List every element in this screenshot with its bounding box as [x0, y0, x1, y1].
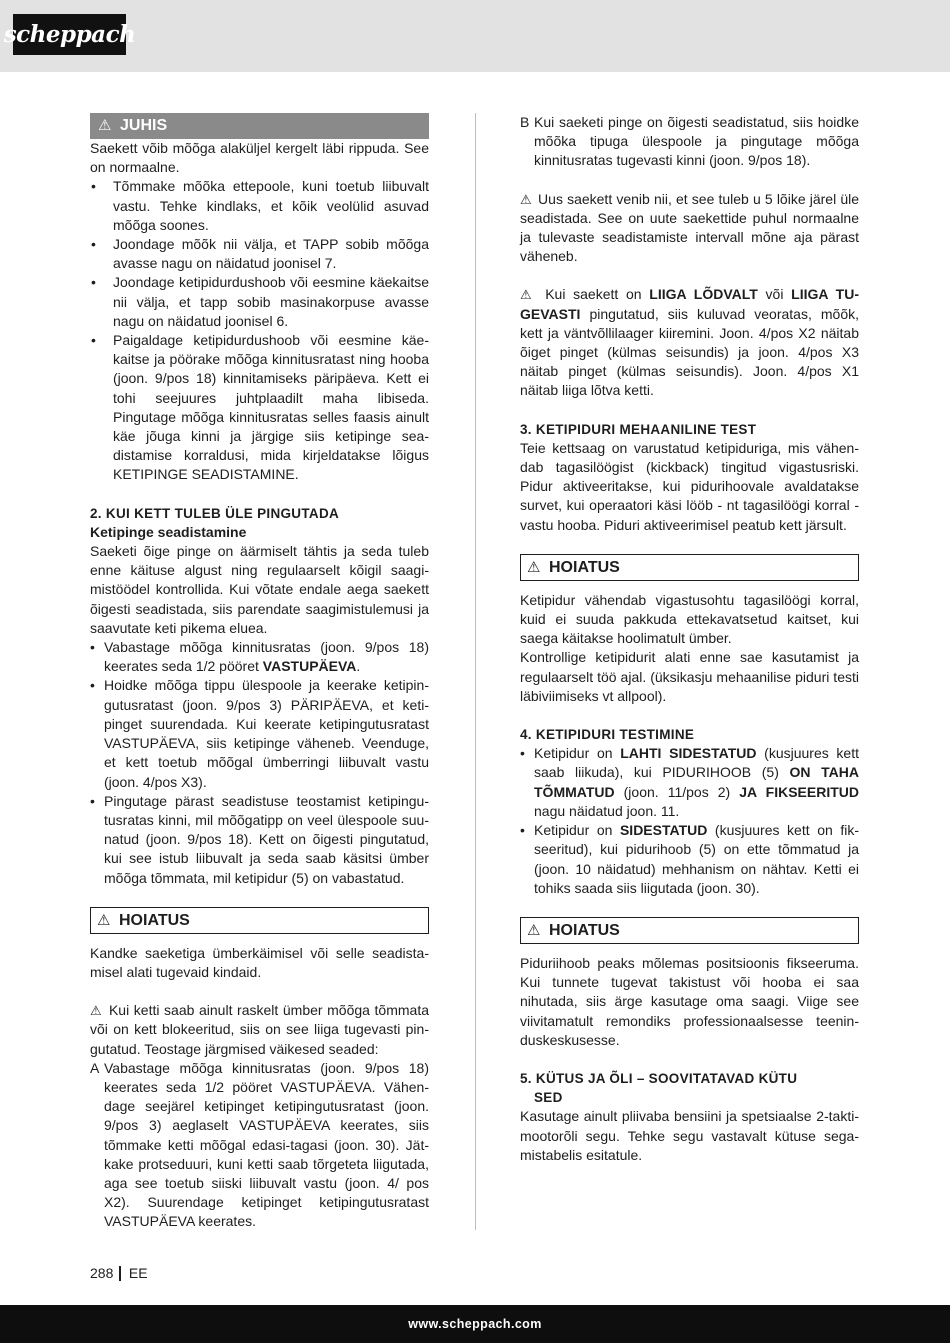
new-chain-paragraph [520, 190, 859, 267]
step-b [520, 113, 859, 171]
hoiatus-title: HOIATUS [549, 921, 620, 939]
juhis-box [90, 113, 429, 139]
section-4-list [520, 744, 859, 898]
hoiatus-title: HOIATUS [549, 558, 620, 576]
section-2-list [90, 638, 429, 888]
warning-triangle-icon: ⚠ [97, 911, 111, 929]
step-letter: B [520, 114, 530, 130]
section-2-subheading: Ketipinge seadistamine [90, 523, 247, 540]
list-item-bold: JA FIKSEERITUD [739, 783, 859, 800]
list-item: • Joondage ketipidurdushoob või eesmine käekaitse nii välja, et tapp sobib masinakorpuse avasse nagu on näidatud joonisel 6. [90, 273, 429, 331]
tension-paragraph [520, 285, 859, 400]
list-item-text: (kusjuures kett saab liikuda), kui PIDURIHOOB (5) [534, 745, 859, 781]
juhis-list [90, 177, 429, 484]
list-item-bold: ON TAHA TÕMMATUD [534, 764, 860, 800]
list-item-text: (kusjuures kett on fikseeritud), kui pidurihoob (5) on ette tõmmatud ja (joon. 10 näidatud) mehhanism on nähtav. Ketti ei tohiks saada siis liigutada (joon. 30). [534, 822, 859, 896]
hoiatus-2-text-2: Kontrollige ketipidurit alati enne sae kasutamist ja regulaarselt töö ajal. (üksikasju mehaanilise piduri testi läbiviimiseks vt allpool). [520, 649, 859, 704]
hoiatus-2-text-1: Ketipidur vähendab vigastusohtu tagasilöögi korral, kuid ei suuda pakkuda ettekavatsetud kaitset, kui saega käitakse hoolimatult ümber. [520, 591, 859, 647]
list-item-text: Ketipidur on [534, 822, 620, 839]
page-number: 288 [90, 1265, 114, 1281]
warning-text: Kui ketti saab ainult raskelt ümber mõõga tõmmata või on kett blokeeritud, siis on see liiga tugevasti pingutatud. Teostage järgmised väikesed seaded: [90, 1002, 430, 1057]
warning-paragraph [90, 1001, 429, 1059]
hoiatus-box-3 [520, 917, 859, 944]
tension-text-mid: või [757, 286, 792, 303]
page-header [0, 0, 950, 72]
language-code: EE [128, 1265, 148, 1281]
warning-triangle-icon: ⚠ [98, 117, 112, 135]
list-item-text: Ketipidur on [534, 745, 621, 762]
step-a-text: Vabastage mõõga kinnitusratas (joon. 9/pos 18) keerates seda 1/2 pööret VASTUPÄEVA. Vähendage seejärel ketipinget ketipingutusratast (joon. 9/pos 3) aeglaselt VASTUPÄEVA keerates, siis tõmmake ketti mõõgal edasi-tagasi (joon. 30). Jätkake protseduuri, kuni ketti saab tõrgeteta liigutada, aga see toetub siiski liibuvalt vastu (joon. 4/ pos X2). Suurendage ketipinget ketipingutusratast VASTUPÄEVA keerates. [104, 1059, 429, 1230]
website-link[interactable]: www.scheppach.com [408, 1317, 542, 1331]
warning-triangle-icon: ⚠ [520, 191, 532, 207]
step-b-text: Kui saeketi pinge on õigesti seadistatud, siis hoidke mõõka tipuga ülespoole ja pingutage mõõga kinnitusratas tugevasti kinni (joon. 9/pos 18). [534, 114, 859, 169]
list-item [520, 821, 859, 898]
section-2-heading: 2. KUI KETT TULEB ÜLE PINGUTADA [90, 505, 340, 521]
tension-text-post: pingutatud, siis kuluvad veoratas, mõõk, kett ja väntvõllilaager kiiremini. Joon. 4/pos X2 näitab õiget pinget (külmas seisundis) ja joon. 4/pos X3 näitab pinget (külmas seisundis). Joon. 4/pos X1 näitab liiga lõtva ketti. [520, 305, 859, 399]
tension-text-pre: Kui saekett on [545, 286, 650, 303]
warning-triangle-icon: ⚠ [520, 287, 536, 303]
hoiatus-box-2 [520, 554, 859, 581]
hoiatus-1-text: Kandke saeketiga ümberkäimisel või selle seadistamisel alati tugevaid kindaid. [90, 944, 429, 980]
section-3-heading: 3. KETIPIDURI MEHAANILINE TEST [520, 421, 757, 437]
juhis-intro: Saekett võib mõõga alaküljel kergelt läbi rippuda. See on normaalne. [90, 140, 429, 176]
warning-triangle-icon: ⚠ [90, 1003, 103, 1019]
section-3-text: Teie kettsaag on varustatud ketipiduriga, mis vähendab tagasilöögist (kickback) tingitud vigastusriski. Pidur aktiveeritakse, kui pidurihoovale avaldatakse survet, kui operaatori käsi lööb - nt tagasilöögi korral - vastu hooba. Piduri aktiveerimisel peatub kett järsult. [520, 439, 859, 533]
new-chain-text: Uus saekett venib nii, et see tuleb u 5 lõike järel üle seadistada. See on uute saekettide puhul normaalne ja tulevaste seadistamiste intervall mõne aja pärast väheneb. [520, 190, 860, 265]
list-item-bold: LAHTI SIDESTATUD [620, 745, 757, 762]
list-item-bold: VASTUPÄEVA [262, 658, 357, 675]
list-item-text: nagu näidatud joon. 11. [534, 802, 680, 819]
list-item-text: Vabastage mõõga kinnitusratas (joon. 9/pos 18) keerates seda 1/2 pööret [104, 639, 429, 675]
section-5-heading-line-1: 5. KÜTUS JA ÕLI – SOOVITATAVAD KÜTU [520, 1070, 798, 1086]
list-item: • Paigaldage ketipidurdushoob või eesmine käekaitse ja pöörake mõõga kinnitusratast ning hooba (joon. 9/pos 18) kinnitamiseks päripäeva. Kett ei tohi seejuures juhtplaadilt maha libiseda. Pingutage mõõga kinnitusratas selles faasis ainult käe jõuga kinni ja järgige siis ketipinge seadistamise korraldusi, mida kirjeldatakse lõigus KETIPINGE SEADISTAMINE. [90, 331, 429, 485]
hoiatus-box-1 [90, 907, 429, 934]
step-letter: A [90, 1059, 100, 1076]
section-4-heading: 4. KETIPIDURI TESTIMINE [520, 727, 695, 743]
section-2-intro: Saeketi õige pinge on äärmiselt tähtis ja seda tuleb enne käituse algust ning regulaarselt kõigil saagimistöödel kontrollida. Kui võtate endale aega saekett õigesti seadistada, siis parendate saagimistulemusi ja saavutate keti pikema eluea. [90, 543, 429, 636]
warning-triangle-icon: ⚠ [527, 921, 541, 939]
list-item: • Joondage mõõk nii välja, et TAPP sobib mõõga avasse nagu on näidatud joonisel 7. [90, 235, 429, 273]
page-footer [0, 1305, 950, 1343]
list-item: • Hoidke mõõga tippu ülespoole ja keerake ketipingutusratast (joon. 9/pos 3) PÄRIPÄEVA, et ketipinget suurendada. Kui keerate ketipingutusratast VASTUPÄEVA, siis ketipinge väheneb. Veenduge, et kett toetub mõõgal ümberringi liibuvalt vastu (joon. 4/pos X3). [90, 676, 429, 791]
list-item: • Pingutage pärast seadistuse teostamist ketipingutusratas kinni, mil mõõgatipp on veel ülespoole suunatud (joon. 9/pos 18). Kett on õigesti pingutatud, kui see istub liibuvalt ja seda saab käsitsi ümber mõõga tõmmata, mil ketipidur (5) on vabastatud. [90, 792, 429, 888]
list-item [90, 638, 429, 676]
step-a [90, 1059, 429, 1232]
right-column [520, 113, 859, 1165]
list-item: • Tõmmake mõõka ettepoole, kuni toetub liibuvalt vastu. Tehke kindlaks, et kõik veolülid asuvad mõõga soones. [90, 177, 429, 235]
column-divider [475, 113, 476, 1230]
section-5-text: Kasutage ainult pliivaba bensiini ja spetsiaalse 2-takti-mootorõli segu. Tehke segu vastavalt kütuse segamistabelis esitatule. [520, 1108, 859, 1163]
left-column [90, 113, 429, 1232]
list-item-bold: SIDESTATUD [619, 822, 708, 839]
tension-bold-loose: LIIGA LÕDVALT [649, 286, 758, 303]
list-item [520, 744, 859, 821]
scheppach-logo: scheppach [13, 14, 126, 55]
warning-triangle-icon: ⚠ [527, 558, 541, 576]
list-item-end: . [356, 658, 361, 675]
list-item-text: (joon. 11/pos 2) [614, 783, 740, 800]
page-meta [90, 1265, 148, 1281]
meta-separator [119, 1266, 121, 1281]
tension-bold-tight: LIIGA TUGEVASTI [520, 286, 859, 322]
hoiatus-3-text: Piduriihoob peaks mõlemas positsioonis fikseeruma. Kui tunnete tugevat takistust või hooba ei saa nihutada, siis ärge kasutage oma saagi. Viige see viivitamatult remondiks professionaalsesse teeninduskeskusesse. [520, 954, 859, 1048]
juhis-title: JUHIS [120, 117, 168, 135]
section-5-heading [520, 1069, 859, 1107]
hoiatus-title: HOIATUS [119, 911, 190, 929]
section-5-heading-line-2: SED [534, 1090, 563, 1106]
